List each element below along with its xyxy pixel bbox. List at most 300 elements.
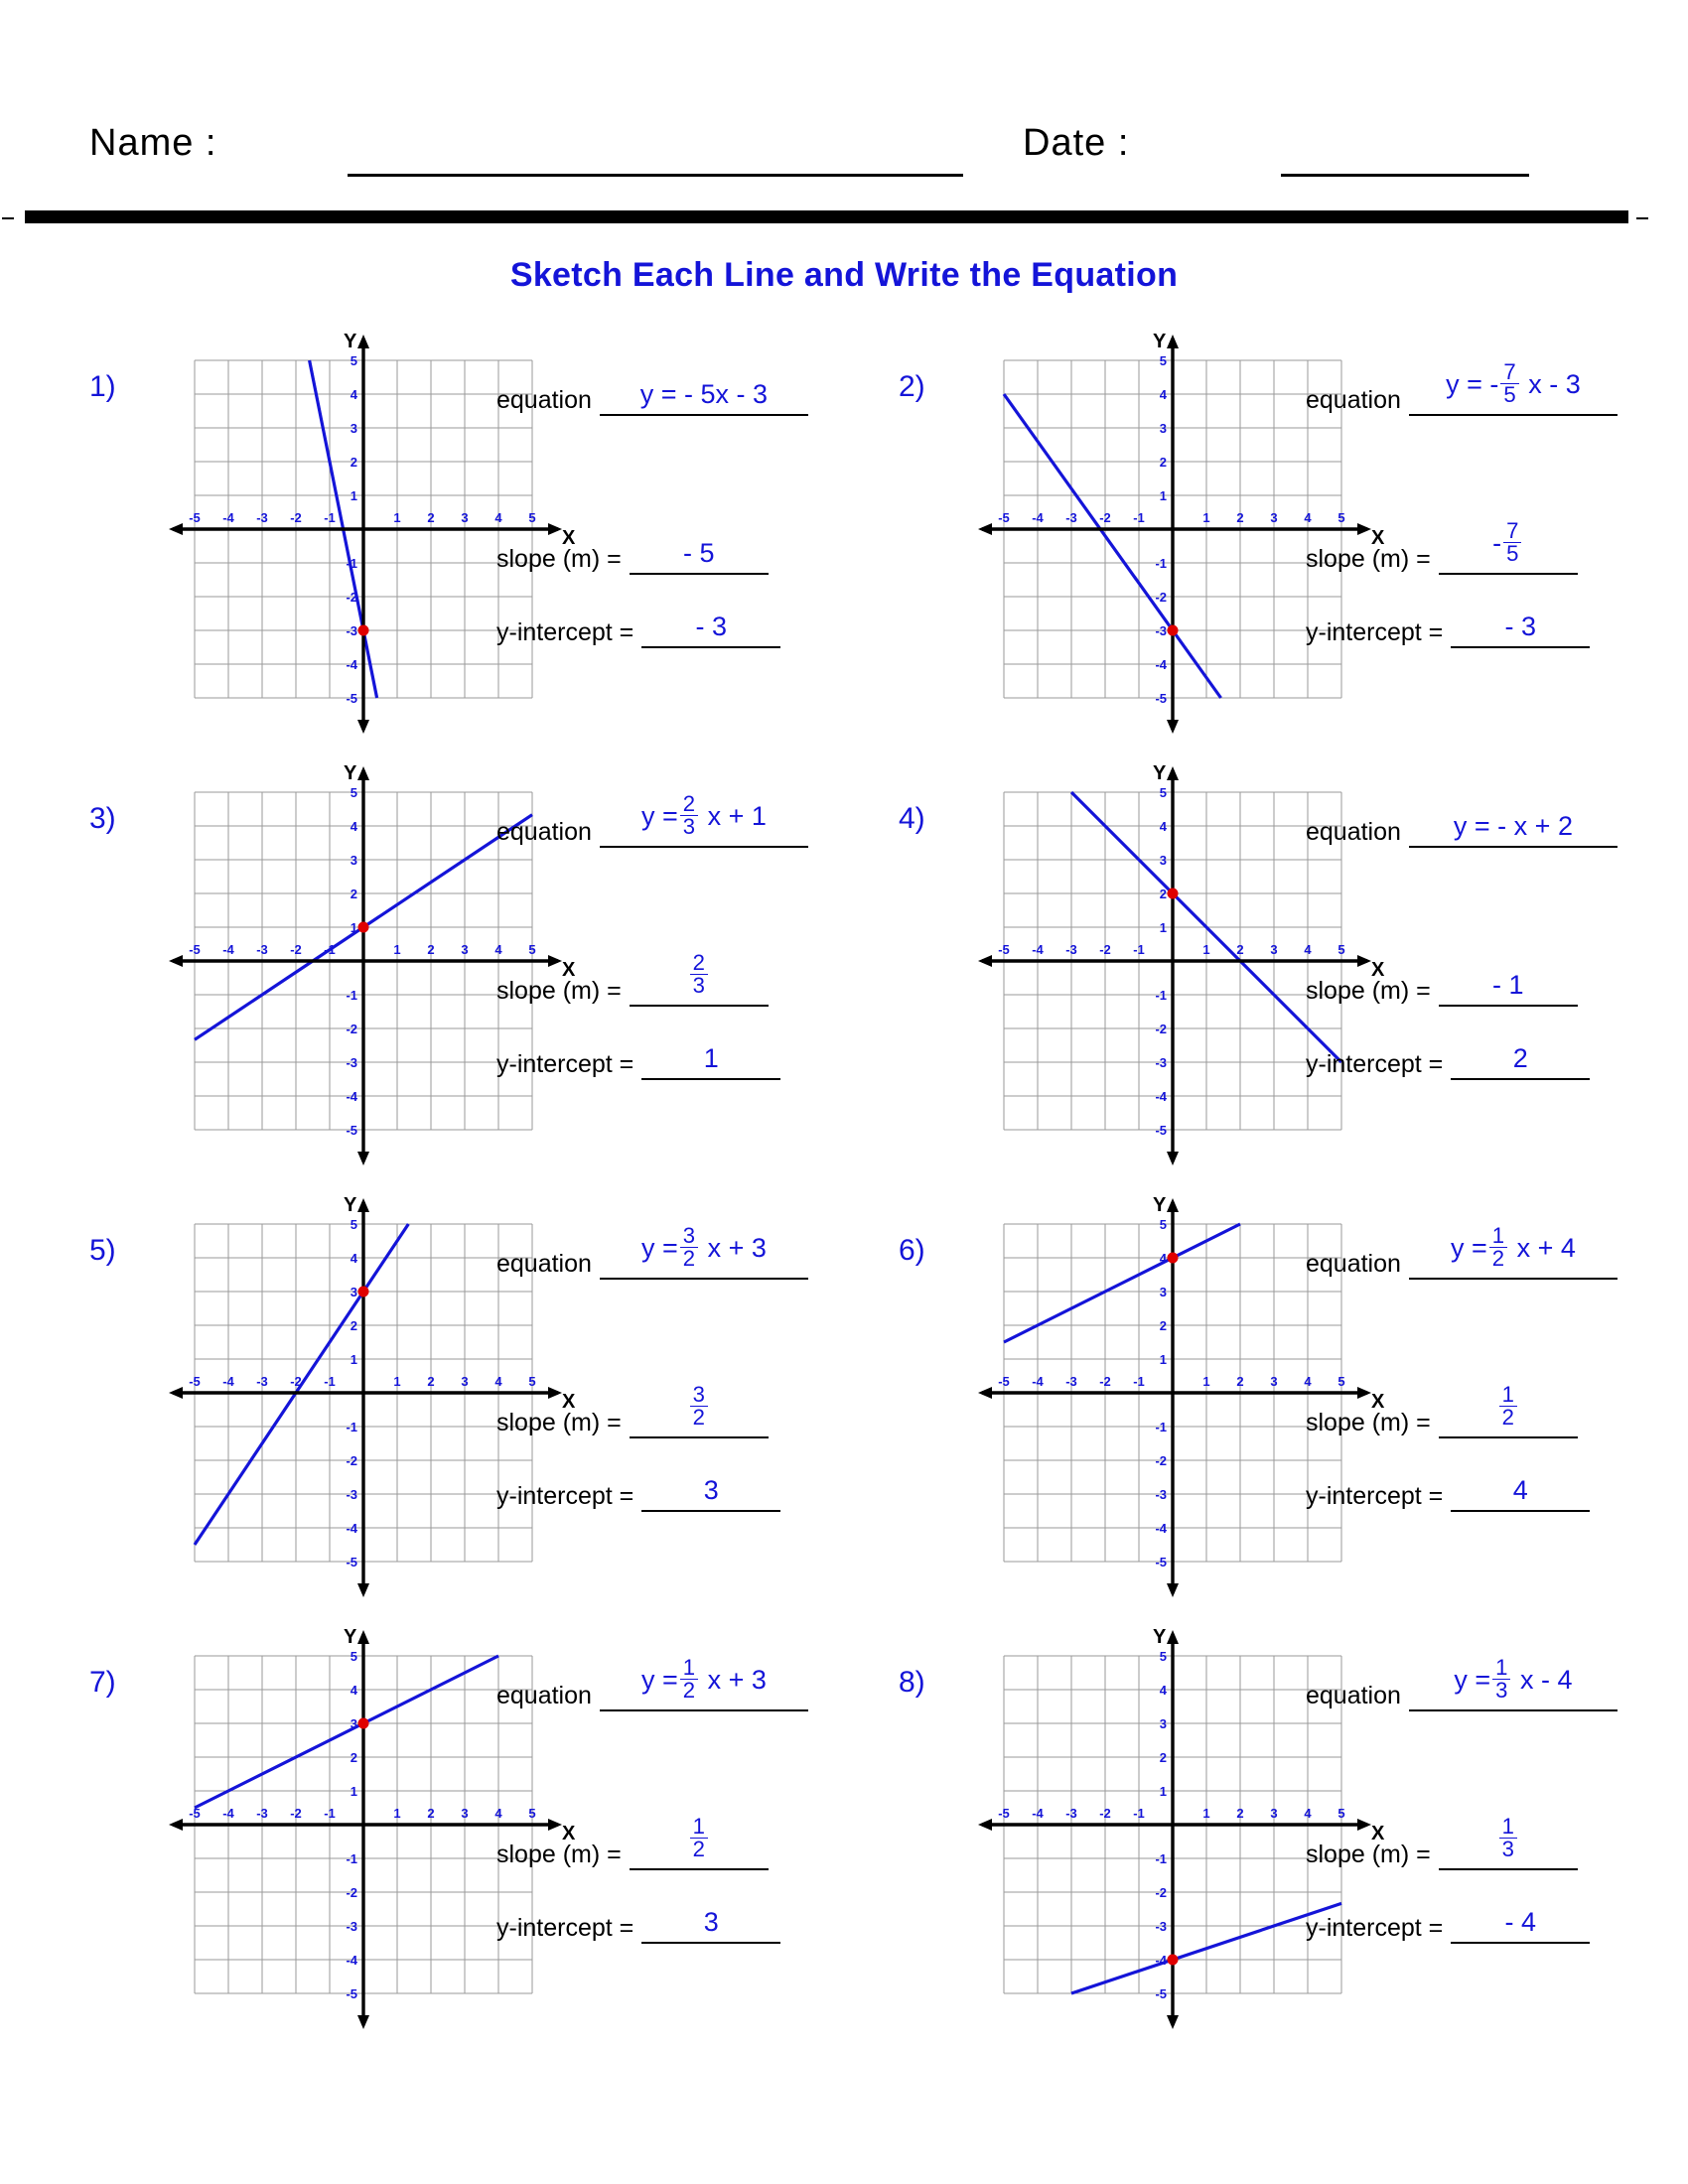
y-intercept-label: y-intercept = [496,1914,634,1942]
equation-label: equation [1306,1250,1401,1278]
y-axis-label: Y [1153,762,1167,784]
y-intercept-label: y-intercept = [1306,618,1444,646]
fraction-denominator: 3 [692,973,705,999]
y-intercept-label: y-intercept = [496,1482,634,1510]
fraction [1503,517,1521,567]
x-tick-label: -5 [998,1374,1010,1389]
problem-row [0,762,1688,1206]
y-tick-label: 4 [350,819,357,834]
equation-field [496,790,808,848]
y-intercept-field [1306,1464,1590,1512]
y-tick-label: -3 [1155,623,1167,638]
y-tick-label: 2 [1159,455,1167,470]
date-label: Date : [1023,122,1130,164]
y-tick-label: -4 [346,1521,357,1536]
equation-label: equation [496,1250,592,1278]
y-tick-label: -1 [1155,556,1167,571]
y-axis-label: Y [344,762,357,784]
y-tick-label: 3 [350,421,357,436]
slope-field [1306,517,1578,575]
fraction-denominator: 2 [692,1405,705,1431]
slope-answer-blank[interactable] [1439,959,1578,1007]
equation-answer: y = - x + 2 [1453,811,1573,841]
y-intercept-field [496,1896,780,1944]
divider-tick-right [1636,217,1648,219]
y-tick-label: -4 [346,657,357,672]
slope-answer-blank[interactable] [1439,1381,1578,1438]
x-tick-label: 5 [528,510,536,525]
fraction-denominator: 2 [1491,1246,1505,1272]
fraction [1500,358,1518,408]
x-tick-label: -5 [998,942,1010,957]
problem-7 [60,1626,874,2065]
answer-fields [496,342,874,769]
y-intercept-point [358,1287,369,1297]
y-tick-label: 3 [350,1716,357,1731]
equation-field [496,1654,808,1711]
x-tick-label: -4 [1032,1374,1044,1389]
problem-number: 6) [899,1234,925,1267]
slope-answer-blank[interactable] [1439,517,1578,575]
y-intercept-answer: - 4 [1504,1907,1537,1937]
fraction-numerator: 2 [690,952,708,976]
y-tick-label: 5 [350,1649,357,1664]
x-tick-label: -2 [1099,510,1111,525]
slope-label: slope (m) = [496,977,622,1005]
y-tick-label: -2 [1155,1885,1167,1900]
y-intercept-answer: 2 [1512,1043,1528,1073]
x-tick-label: -1 [1133,510,1145,525]
slope-answer [630,1813,769,1862]
answer-fields [1306,342,1683,769]
y-intercept-point [1168,1955,1179,1966]
y-intercept-field [1306,601,1590,648]
x-tick-label: 2 [1236,942,1244,957]
x-tick-label: -4 [1032,510,1044,525]
equation-label: equation [1306,1682,1401,1709]
y-tick-label: -5 [1155,1986,1167,2001]
x-tick-label: 4 [1304,510,1312,525]
problem-number: 8) [899,1666,925,1699]
fraction [1499,1813,1517,1862]
slope-answer [1439,1813,1578,1862]
fraction-denominator: 3 [682,814,696,840]
y-intercept-answer: 4 [1512,1475,1528,1505]
equation-answer-blank[interactable] [600,1654,808,1711]
equation-answer: y = - $\frac{7}{5}$ x - 3 [1446,358,1581,408]
fraction-denominator: 2 [1501,1405,1514,1431]
equation-label: equation [496,386,592,414]
problem-number: 2) [899,370,925,403]
y-tick-label: 2 [1159,1318,1167,1333]
x-axis-label: X [562,1823,576,1844]
y-tick-label: -4 [1155,1089,1167,1104]
y-intercept-point [358,1718,369,1729]
fraction [690,1381,708,1431]
x-tick-label: 2 [427,942,435,957]
x-tick-label: 5 [1337,1806,1345,1821]
x-tick-label: -5 [189,510,201,525]
y-tick-label: -1 [1155,988,1167,1003]
x-axis-label: X [562,1391,576,1413]
slope-answer-blank[interactable] [630,527,769,575]
y-intercept-answer-blank[interactable] [641,1896,780,1944]
plotted-line [1004,1224,1240,1342]
x-tick-label: 1 [393,1806,401,1821]
answer-fields [496,1206,874,1633]
x-axis-label: X [562,959,576,981]
answer-fields [1306,1638,1683,2065]
equation-answer: y = $\frac{2}{3}$ x + 1 [640,790,767,840]
x-tick-label: 1 [1202,510,1210,525]
y-tick-label: 4 [1159,387,1167,402]
x-tick-label: 2 [1236,510,1244,525]
y-axis-label: Y [344,331,357,352]
slope-answer: - $\frac{7}{5}$ [1439,521,1578,567]
fraction-numerator: 3 [690,1384,708,1408]
y-tick-label: 1 [1159,488,1167,503]
equation-label: equation [496,818,592,846]
equation-field [1306,1654,1618,1711]
slope-field [496,1813,769,1870]
slope-label: slope (m) = [1306,1841,1431,1868]
equation-field [1306,358,1618,416]
y-tick-label: 1 [1159,1352,1167,1367]
slope-field [496,949,769,1007]
fraction-numerator: 1 [1492,1657,1510,1681]
x-tick-label: 5 [1337,942,1345,957]
y-tick-label: -2 [346,1453,357,1468]
y-tick-label: 4 [350,387,357,402]
y-tick-label: -3 [1155,1919,1167,1934]
x-tick-label: 4 [494,510,502,525]
slope-field [1306,1813,1578,1870]
y-intercept-point [1168,625,1179,636]
x-tick-label: -1 [324,942,336,957]
x-tick-label: 4 [1304,1806,1312,1821]
fraction [1489,1222,1507,1272]
x-tick-label: -3 [256,510,268,525]
y-intercept-field [1306,1032,1590,1080]
problem-number: 5) [89,1234,116,1267]
equation-answer: y = $\frac{1}{2}$ x + 3 [640,1654,767,1704]
plotted-line [195,1656,498,1808]
x-tick-label: -4 [1032,942,1044,957]
y-axis-label: Y [1153,1626,1167,1648]
x-tick-label: -2 [1099,1374,1111,1389]
y-tick-label: 2 [1159,887,1167,901]
fraction-numerator: 7 [1503,520,1521,544]
x-tick-label: -5 [189,942,201,957]
x-tick-label: -5 [998,1806,1010,1821]
slope-answer: - 1 [1491,970,1524,1000]
y-tick-label: 1 [1159,1784,1167,1799]
y-tick-label: -3 [346,1055,357,1070]
problem-1 [60,331,874,769]
y-tick-label: 2 [350,887,357,901]
y-intercept-answer-blank[interactable] [641,1032,780,1080]
y-intercept-field [496,601,780,648]
y-tick-label: -5 [1155,1123,1167,1138]
y-intercept-answer-blank[interactable] [1451,1464,1590,1512]
plotted-line [1004,394,1221,698]
date-field[interactable] [1281,174,1529,177]
y-tick-label: -5 [1155,691,1167,706]
name-field[interactable] [348,174,963,177]
fraction-denominator: 3 [1495,1678,1508,1704]
x-tick-label: 4 [494,942,502,957]
fraction-numerator: 7 [1500,361,1518,385]
x-tick-label: -1 [324,510,336,525]
y-intercept-answer-blank[interactable] [1451,1896,1590,1944]
x-tick-label: -2 [290,1374,302,1389]
y-tick-label: -2 [1155,1453,1167,1468]
slope-answer-blank[interactable] [1439,1813,1578,1870]
y-intercept-answer: - 3 [695,612,728,641]
equation-answer-blank[interactable] [600,790,808,848]
x-tick-label: -2 [290,942,302,957]
equation-answer-blank[interactable] [1409,358,1618,416]
x-tick-label: 4 [494,1374,502,1389]
y-tick-label: 3 [350,853,357,868]
fraction [1492,1654,1510,1704]
x-tick-label: 2 [427,510,435,525]
y-tick-label: 1 [350,1784,357,1799]
slope-label: slope (m) = [1306,1409,1431,1436]
y-tick-label: 1 [350,488,357,503]
slope-label: slope (m) = [496,1841,622,1868]
slope-answer [630,1381,769,1431]
problem-number: 4) [899,802,925,835]
x-tick-label: -3 [1065,510,1077,525]
x-tick-label: 2 [427,1374,435,1389]
problem-row [0,1626,1688,2070]
x-tick-label: -4 [222,1374,234,1389]
y-tick-label: -1 [346,1851,357,1866]
equation-label: equation [1306,818,1401,846]
problem-5 [60,1194,874,1633]
y-tick-label: 5 [1159,1217,1167,1232]
problem-grid [0,331,1688,2070]
y-intercept-point [1168,888,1179,899]
x-tick-label: 3 [461,510,469,525]
x-tick-label: -3 [256,942,268,957]
y-intercept-field [496,1464,780,1512]
slope-label: slope (m) = [1306,977,1431,1005]
equation-answer-blank[interactable] [1409,1654,1618,1711]
x-tick-label: -2 [290,1806,302,1821]
page-header [0,55,1688,164]
slope-label: slope (m) = [496,545,622,573]
y-intercept-answer-blank[interactable] [641,1464,780,1512]
x-axis-label: X [1371,959,1385,981]
divider-bar [25,210,1628,223]
y-tick-label: -2 [346,1885,357,1900]
y-tick-label: -5 [346,1986,357,2001]
answer-fields [496,774,874,1201]
y-tick-label: -1 [1155,1851,1167,1866]
slope-label: slope (m) = [1306,545,1431,573]
y-tick-label: 5 [350,785,357,800]
x-tick-label: -3 [1065,942,1077,957]
y-tick-label: 4 [1159,1251,1167,1266]
y-tick-label: 4 [1159,1683,1167,1698]
y-intercept-answer: 1 [703,1043,719,1073]
y-tick-label: -3 [1155,1487,1167,1502]
y-tick-label: 3 [1159,421,1167,436]
y-tick-label: 4 [350,1683,357,1698]
x-tick-label: -1 [324,1806,336,1821]
y-tick-label: 4 [350,1251,357,1266]
x-tick-label: 3 [461,942,469,957]
slope-answer-blank[interactable] [630,1381,769,1438]
x-tick-label: 1 [393,1374,401,1389]
x-tick-label: 5 [528,942,536,957]
problem-number: 3) [89,802,116,835]
problem-number: 7) [89,1666,116,1699]
x-tick-label: -1 [1133,1374,1145,1389]
answer-fields [1306,1206,1683,1633]
y-intercept-label: y-intercept = [496,618,634,646]
x-tick-label: 4 [1304,942,1312,957]
x-tick-label: 1 [1202,1374,1210,1389]
y-tick-label: -5 [346,1555,357,1570]
y-tick-label: -4 [1155,657,1167,672]
divider-tick-left [2,217,14,219]
y-intercept-label: y-intercept = [1306,1050,1444,1078]
equation-field [1306,1222,1618,1280]
y-axis-label: Y [1153,1194,1167,1216]
x-axis-label: X [1371,1823,1385,1844]
fraction [680,1654,698,1704]
x-axis-label: X [1371,527,1385,549]
x-tick-label: -3 [1065,1806,1077,1821]
problem-2 [869,331,1683,769]
x-tick-label: -4 [222,510,234,525]
y-tick-label: -1 [346,988,357,1003]
problem-6 [869,1194,1683,1633]
y-tick-label: -3 [1155,1055,1167,1070]
x-tick-label: -2 [1099,942,1111,957]
slope-answer-blank[interactable] [630,949,769,1007]
y-intercept-answer-blank[interactable] [1451,601,1590,648]
y-tick-label: 4 [1159,819,1167,834]
x-tick-label: -5 [189,1806,201,1821]
y-tick-label: 1 [350,1352,357,1367]
fraction-numerator: 3 [680,1225,698,1249]
y-intercept-answer-blank[interactable] [641,601,780,648]
x-tick-label: 1 [1202,942,1210,957]
y-tick-label: 2 [350,1318,357,1333]
y-intercept-answer: 3 [703,1475,719,1505]
fraction-denominator: 5 [1506,541,1519,567]
fraction [680,1222,698,1272]
equation-answer: y = - 5x - 3 [639,379,769,409]
equation-answer-blank[interactable] [600,1222,808,1280]
fraction [680,790,698,840]
x-tick-label: 2 [1236,1374,1244,1389]
header-divider [0,206,1688,236]
y-tick-label: -3 [346,1919,357,1934]
equation-field [496,368,808,416]
x-tick-label: -2 [1099,1806,1111,1821]
y-intercept-label: y-intercept = [496,1050,634,1078]
x-tick-label: 3 [1270,1374,1278,1389]
page-title: Sketch Each Line and Write the Equation [509,256,1179,294]
slope-answer-blank[interactable] [630,1813,769,1870]
slope-answer [630,949,769,999]
equation-answer-blank[interactable] [1409,800,1618,848]
problem-8 [869,1626,1683,2065]
answer-fields [1306,774,1683,1201]
slope-answer [1439,1381,1578,1431]
y-tick-label: 2 [1159,1750,1167,1765]
y-tick-label: -4 [1155,1953,1167,1968]
x-tick-label: 5 [528,1374,536,1389]
y-axis-label: Y [344,1626,357,1648]
slope-answer: - 5 [682,538,715,568]
fraction-numerator: 1 [690,1816,708,1840]
equation-field [496,1222,808,1280]
slope-field [1306,1381,1578,1438]
fraction-denominator: 2 [692,1837,705,1862]
x-tick-label: -5 [189,1374,201,1389]
y-intercept-point [1168,1253,1179,1264]
y-tick-label: -1 [346,556,357,571]
y-intercept-point [358,922,369,933]
y-tick-label: 5 [350,353,357,368]
x-tick-label: 1 [393,942,401,957]
equation-answer-blank[interactable] [600,368,808,416]
y-tick-label: -5 [1155,1555,1167,1570]
equation-label: equation [1306,386,1401,414]
x-tick-label: 2 [427,1806,435,1821]
y-tick-label: 5 [350,1217,357,1232]
y-intercept-field [496,1032,780,1080]
equation-answer: y = $\frac{1}{2}$ x + 4 [1450,1222,1576,1272]
problem-row [0,331,1688,774]
y-tick-label: -4 [346,1953,357,1968]
x-axis-label: X [1371,1391,1385,1413]
y-tick-label: -2 [346,590,357,605]
y-axis-label: Y [1153,331,1167,352]
fraction-denominator: 5 [1503,382,1516,408]
y-tick-label: -3 [346,623,357,638]
slope-field [1306,959,1578,1007]
equation-answer-blank[interactable] [1409,1222,1618,1280]
y-tick-label: -2 [346,1022,357,1036]
y-tick-label: -5 [346,1123,357,1138]
x-tick-label: 3 [461,1806,469,1821]
problem-4 [869,762,1683,1201]
x-tick-label: -4 [222,1806,234,1821]
fraction-denominator: 3 [1501,1837,1514,1862]
equation-label: equation [496,1682,592,1709]
slope-field [496,1381,769,1438]
problem-3 [60,762,874,1201]
y-intercept-answer-blank[interactable] [1451,1032,1590,1080]
y-tick-label: 1 [1159,920,1167,935]
equation-answer: y = $\frac{1}{3}$ x - 4 [1454,1654,1573,1704]
y-tick-label: -1 [346,1420,357,1434]
fraction-denominator: 2 [682,1246,696,1272]
fraction [690,949,708,999]
y-axis-label: Y [344,1194,357,1216]
fraction-numerator: 1 [1499,1816,1517,1840]
x-tick-label: 4 [1304,1374,1312,1389]
problem-row [0,1194,1688,1638]
x-tick-label: 5 [1337,1374,1345,1389]
